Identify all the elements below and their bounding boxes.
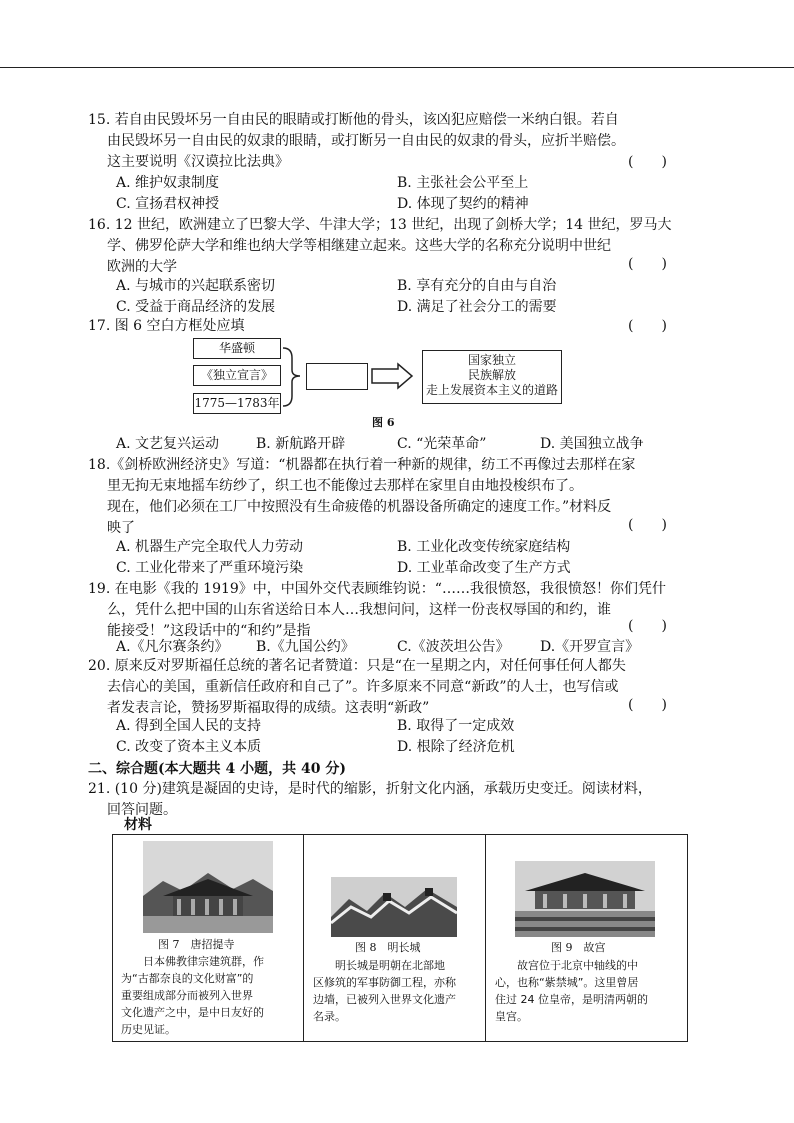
question-18 xyxy=(88,455,635,539)
fig8-desc-line-1: 明长城是明朝在北部地 xyxy=(335,959,445,972)
q17-option-b: B. 新航路开辟 xyxy=(256,436,346,452)
q20-option-b: B. 取得了一定成效 xyxy=(397,718,515,734)
tangzhaoti-temple-photo xyxy=(143,841,273,933)
q19-line-3: 能接受！”这段话中的“和约”是指 xyxy=(107,623,311,639)
q20-option-c: C. 改变了资本主义本质 xyxy=(116,739,262,755)
q16-line-1: 16. 12 世纪，欧洲建立了巴黎大学、牛津大学；13 世纪，出现了剑桥大学；14 世纪，罗马大 xyxy=(88,217,672,233)
material-photo-table xyxy=(112,834,688,1042)
figure-9-description xyxy=(495,957,683,1025)
q15-option-a: A. 维护奴隶制度 xyxy=(116,175,220,191)
q18-option-d: D. 工业革命改变了生产方式 xyxy=(397,560,571,576)
figure-8-caption: 图 8 明长城 xyxy=(355,941,421,954)
fig7-desc-line-1: 日本佛教律宗建筑群，作 xyxy=(143,955,264,968)
diagram-result-line-3: 走上发展资本主义的道路 xyxy=(425,383,558,397)
q19-option-d: D.《开罗宣言》 xyxy=(540,639,640,655)
fig7-desc-line-4: 文化遗产之中，是中日友好的 xyxy=(121,1006,264,1019)
q16-option-d: D. 满足了社会分工的需要 xyxy=(397,299,557,315)
question-15 xyxy=(88,110,625,173)
q18-option-b: B. 工业化改变传统家庭结构 xyxy=(397,539,571,555)
forbidden-city-silhouette xyxy=(515,861,655,937)
fig7-desc-line-3: 重要组成部分而被列入世界 xyxy=(121,989,253,1002)
photo-cell-great-wall xyxy=(303,835,486,1041)
q18-line-3: 现在，他们必须在工厂中按照没有生命疲倦的机器设备所确定的速度工作。”材料反 xyxy=(107,499,612,515)
q18-line-1: 18.《剑桥欧洲经济史》写道：“机器都在执行着一种新的规律，纺工不再像过去那样在家 xyxy=(88,457,636,473)
diagram-box-declaration: 《独立宣言》 xyxy=(193,365,281,386)
fig7-desc-line-5: 历史见证。 xyxy=(121,1023,176,1036)
q21-line-2: 回答问题。 xyxy=(107,802,177,818)
q21-line-1: 21. (10 分)建筑是凝固的史诗，是时代的缩影，折射文化内涵，承载历史变迁。阅读材料， xyxy=(88,781,652,797)
q19-answer-paren: ( ) xyxy=(628,618,667,634)
header-rule xyxy=(0,67,794,68)
question-19 xyxy=(88,579,666,642)
q19-line-1: 19. 在电影《我的 1919》中，中国外交代表顾维钧说：“……我很愤怒，我很愤怒！你们凭什 xyxy=(88,581,666,597)
q18-line-4: 映了 xyxy=(107,520,135,536)
great-wall-photo xyxy=(331,877,457,937)
fig9-desc-line-4: 皇宫。 xyxy=(495,1010,528,1023)
diagram-box-years: 1775—1783年 xyxy=(193,393,281,414)
photo-cell-forbidden-city xyxy=(485,835,685,1041)
fig8-desc-line-4: 名录。 xyxy=(313,1010,346,1023)
temple-silhouette xyxy=(143,841,273,933)
q15-line-1: 15. 若自由民毁坏另一自由民的眼睛或打断他的骨头，该凶犯应赔偿一米纳白银。若自 xyxy=(88,112,619,128)
diagram-box-washington: 华盛顿 xyxy=(193,338,281,359)
q17-answer-paren: ( ) xyxy=(628,318,667,334)
q18-option-a: A. 机器生产完全取代人力劳动 xyxy=(116,539,304,555)
q18-answer-paren: ( ) xyxy=(628,517,667,533)
q15-option-c: C. 宣扬君权神授 xyxy=(116,196,220,212)
q20-option-a: A. 得到全国人民的支持 xyxy=(116,718,262,734)
q18-line-2: 里无拘无束地摇车纺纱了，织工也不能像过去那样在家里自由地投梭织布了。 xyxy=(107,478,583,494)
q17-option-d: D. 美国独立战争 xyxy=(540,436,644,452)
q16-line-2: 学、佛罗伦萨大学和维也纳大学等相继建立起来。这些大学的名称充分说明中世纪 xyxy=(107,238,611,254)
great-wall-silhouette xyxy=(331,877,457,937)
section-2-heading: 二、综合题(本大题共 4 小题，共 40 分) xyxy=(88,761,346,777)
figure-7-caption: 图 7 唐招提寺 xyxy=(158,938,235,951)
q18-option-c: C. 工业化带来了严重环境污染 xyxy=(116,560,304,576)
question-20 xyxy=(88,656,626,719)
q15-answer-paren: ( ) xyxy=(628,154,667,170)
figure-8-description xyxy=(313,957,481,1025)
photo-cell-tangzhaoti xyxy=(113,835,304,1041)
fig9-desc-line-3: 住过 24 位皇帝，是明清两朝的 xyxy=(495,993,648,1006)
q19-line-2: 么，凭什么把中国的山东省送给日本人…我想问问，这样一份丧权辱国的和约，谁 xyxy=(107,602,611,618)
figure-7-description xyxy=(121,953,299,1038)
forbidden-city-photo xyxy=(515,861,655,937)
q16-line-3: 欧洲的大学 xyxy=(107,259,177,275)
question-16 xyxy=(88,215,672,278)
diagram-result-line-2: 民族解放 xyxy=(467,368,516,382)
fig9-desc-line-2: 心，也称“紫禁城”。这里曾居 xyxy=(495,976,639,989)
q15-option-b: B. 主张社会公平至上 xyxy=(397,175,529,191)
fig7-desc-line-2: 为“古都奈良的文化财富”的 xyxy=(121,972,254,985)
question-17 xyxy=(88,316,245,337)
q17-option-a: A. 文艺复兴运动 xyxy=(116,436,220,452)
q20-line-3: 者发表言论，赞扬罗斯福取得的成绩。这表明“新政” xyxy=(107,700,430,716)
q20-option-d: D. 根除了经济危机 xyxy=(397,739,515,755)
q16-option-a: A. 与城市的兴起联系密切 xyxy=(116,278,276,294)
q20-line-2: 去信心的美国，重新信任政府和自己了”。许多原来不同意“新政”的人士，也写信或 xyxy=(107,679,619,695)
q19-option-a: A.《凡尔赛条约》 xyxy=(116,639,229,655)
q19-option-c: C.《波茨坦公告》 xyxy=(397,639,510,655)
q15-line-3: 这主要说明《汉谟拉比法典》 xyxy=(107,154,289,170)
q17-line-1: 17. 图 6 空白方框处应填 xyxy=(88,318,245,334)
fig8-desc-line-2: 区修筑的军事防御工程，亦称 xyxy=(313,976,456,989)
q16-option-b: B. 享有充分的自由与自治 xyxy=(397,278,557,294)
fig8-desc-line-3: 边墙，已被列入世界文化遗产 xyxy=(313,993,456,1006)
diagram-result-box xyxy=(422,350,562,404)
figure-6-caption: 图 6 xyxy=(372,416,395,429)
fig9-desc-line-1: 故宫位于北京中轴线的中 xyxy=(517,959,638,972)
q15-option-d: D. 体现了契约的精神 xyxy=(397,196,529,212)
figure-9-caption: 图 9 故宫 xyxy=(551,941,606,954)
diagram-blank-box xyxy=(306,363,368,390)
q16-answer-paren: ( ) xyxy=(628,256,667,272)
q15-line-2: 由民毁坏另一自由民的奴隶的眼睛，或打断另一自由民的奴隶的骨头，应折半赔偿。 xyxy=(107,133,625,149)
material-label: 材料 xyxy=(124,817,152,833)
q20-line-1: 20. 原来反对罗斯福任总统的著名记者赞道：只是“在一星期之内，对任何事任何人都失 xyxy=(88,658,626,674)
q19-option-b: B.《九国公约》 xyxy=(256,639,355,655)
q17-option-c: C. “光荣革命” xyxy=(397,436,487,452)
question-21 xyxy=(88,779,652,821)
q16-option-c: C. 受益于商品经济的发展 xyxy=(116,299,276,315)
diagram-result-line-1: 国家独立 xyxy=(467,353,516,367)
q20-answer-paren: ( ) xyxy=(628,697,667,713)
